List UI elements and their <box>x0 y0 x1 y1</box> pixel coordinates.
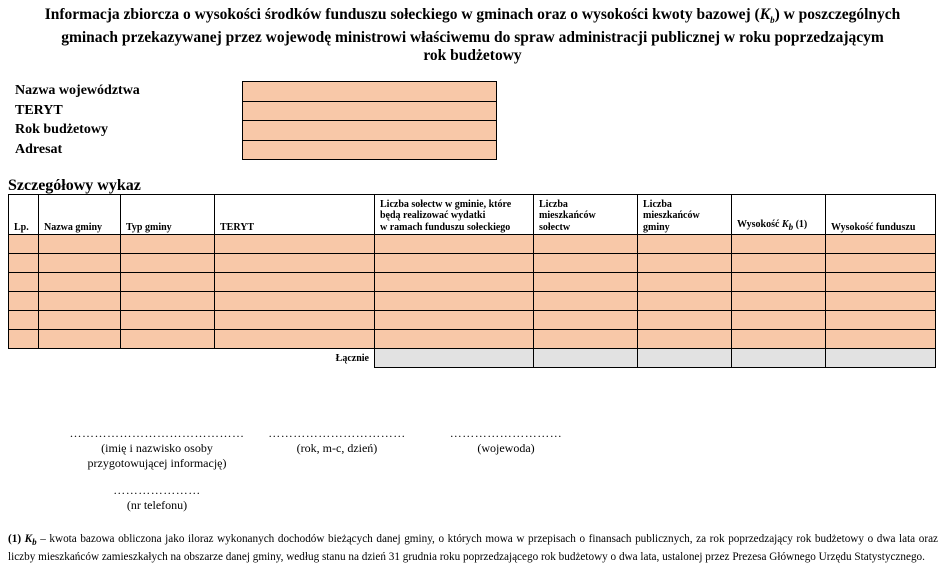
col-header-mieszkancow-gminy-line-3: gminy <box>643 221 670 233</box>
date-label: (rok, m-c, dzień) <box>296 441 378 455</box>
table-cell[interactable] <box>826 273 936 292</box>
table-cell[interactable] <box>375 273 534 292</box>
col-header-wysokosc-kb-suffix: (1) <box>793 218 808 230</box>
table-cell[interactable] <box>534 254 638 273</box>
details-table <box>8 194 936 368</box>
table-row <box>9 254 936 273</box>
table-row <box>9 330 936 349</box>
total-cell <box>826 349 936 368</box>
table-header-row <box>9 195 936 235</box>
table-cell[interactable] <box>534 273 638 292</box>
signature-date <box>263 426 411 456</box>
title-kb-sub: b <box>770 15 775 26</box>
table-cell[interactable] <box>826 235 936 254</box>
col-header-nazwa-gminy: Nazwa gminy <box>39 195 121 235</box>
field-nazwa-wojewodztwa[interactable] <box>243 82 496 102</box>
table-cell[interactable] <box>826 311 936 330</box>
total-label: Łącznie <box>335 352 369 364</box>
footnote-kb-main: K <box>24 533 33 545</box>
table-cell[interactable] <box>39 330 121 349</box>
table-cell[interactable] <box>375 292 534 311</box>
table-cell[interactable] <box>121 273 215 292</box>
col-header-wysokosc-funduszu: Wysokość funduszu <box>826 195 936 235</box>
table-cell[interactable] <box>638 254 732 273</box>
date-dots: …………………………… <box>268 426 406 440</box>
col-header-liczba-solectw-line-2: będą realizować wydatki <box>380 210 486 221</box>
section-heading: Szczegółowy wykaz <box>8 177 141 194</box>
table-cell[interactable] <box>732 254 826 273</box>
total-row <box>9 349 936 368</box>
table-cell[interactable] <box>121 292 215 311</box>
table-cell[interactable] <box>534 235 638 254</box>
table-cell[interactable] <box>39 254 121 273</box>
table-cell[interactable] <box>39 311 121 330</box>
title-line-1 <box>0 6 945 29</box>
table-cell[interactable] <box>534 292 638 311</box>
document-title <box>0 6 945 65</box>
identification-labels <box>15 81 140 159</box>
signature-preparer <box>62 426 252 471</box>
signature-voivode <box>440 426 572 456</box>
col-header-mieszkancow-solectw-line-3: sołectw <box>539 221 571 233</box>
label-nazwa-wojewodztwa: Nazwa województwa <box>15 83 140 98</box>
total-cell <box>534 349 638 368</box>
title-line-1-end: ) w poszczególnych <box>774 6 901 23</box>
table-cell[interactable] <box>638 292 732 311</box>
table-cell[interactable] <box>638 311 732 330</box>
table-cell[interactable] <box>215 330 375 349</box>
table-cell[interactable] <box>9 311 39 330</box>
field-teryt[interactable] <box>243 102 496 122</box>
col-header-lp: Lp. <box>9 195 39 235</box>
footnote-kb-sub: b <box>32 537 37 548</box>
table-cell[interactable] <box>375 330 534 349</box>
preparer-label-line-2: przygotowującej informację) <box>87 456 227 470</box>
voivode-dots: ……………………… <box>449 426 563 440</box>
total-cell <box>375 349 534 368</box>
table-cell[interactable] <box>826 330 936 349</box>
table-row <box>9 273 936 292</box>
label-rok-budzetowy: Rok budżetowy <box>15 122 108 137</box>
total-cell <box>732 349 826 368</box>
col-header-wysokosc-kb <box>732 195 826 235</box>
col-header-kb-symbol <box>782 219 793 230</box>
table-cell[interactable] <box>9 330 39 349</box>
col-header-kb-main: K <box>781 218 789 230</box>
table-cell[interactable] <box>826 292 936 311</box>
table-cell[interactable] <box>39 273 121 292</box>
col-header-typ-gminy: Typ gminy <box>121 195 215 235</box>
col-header-wysokosc-kb-prefix: Wysokość <box>737 218 780 230</box>
table-body <box>9 235 936 368</box>
table-cell[interactable] <box>375 254 534 273</box>
col-header-teryt: TERYT <box>215 195 375 235</box>
footnote <box>8 532 938 564</box>
phone-dots: ………………… <box>113 483 201 497</box>
title-line-1-text: Informacja zbiorcza o wysokości środków funduszu sołeckiego w gminach oraz o wysokości kwoty bazowej ( <box>44 6 760 23</box>
table-cell[interactable] <box>215 235 375 254</box>
table-cell[interactable] <box>732 311 826 330</box>
table-cell[interactable] <box>638 235 732 254</box>
identification-fields <box>242 81 497 160</box>
footnote-kb-symbol <box>24 533 37 548</box>
field-rok-budzetowy[interactable] <box>243 121 496 141</box>
col-header-mieszkancow-gminy-line-1: Liczba <box>643 198 672 210</box>
table-cell[interactable] <box>121 311 215 330</box>
title-line-2: gminach przekazywanej przez wojewodę ministrowi właściwemu do spraw administracji publicznej w roku poprzedzającym <box>61 29 884 47</box>
col-header-mieszkancow-gminy <box>638 195 732 235</box>
table-cell[interactable] <box>121 330 215 349</box>
col-header-liczba-solectw-line-1: Liczba sołectw w gminie, które <box>380 198 512 210</box>
table-cell[interactable] <box>732 330 826 349</box>
col-header-mieszkancow-solectw <box>534 195 638 235</box>
table-cell[interactable] <box>9 235 39 254</box>
col-header-mieszkancow-gminy-line-2: mieszkańców <box>643 210 700 221</box>
table-cell[interactable] <box>215 292 375 311</box>
table-cell[interactable] <box>732 292 826 311</box>
col-header-liczba-solectw-line-3: w ramach funduszu sołeckiego <box>380 221 511 233</box>
label-teryt: TERYT <box>15 102 63 118</box>
table-cell[interactable] <box>9 273 39 292</box>
table-row <box>9 235 936 254</box>
footnote-text: – kwota bazowa obliczona jako iloraz wykonanych dochodów bieżących danej gminy, o których mowa w przepisach o finansach publicznych, za rok poprzedzający rok budżetowy o dwa lata oraz liczby mieszkańców zamieszkałych na obszarze danej gminy, według stanu na dzień 31 grudnia roku poprzedzającego rok budżetowy o dwa lata, ustalonej przez Prezesa Głównego Urzędu Statystycznego. <box>8 533 938 563</box>
label-adresat: Adresat <box>15 141 63 157</box>
table-cell[interactable] <box>826 254 936 273</box>
table-cell[interactable] <box>534 330 638 349</box>
total-row-spacer <box>9 349 215 368</box>
signature-phone <box>103 483 211 513</box>
preparer-label-line-1: (imię i nazwisko osoby <box>101 441 213 455</box>
col-header-liczba-solectw <box>375 195 534 235</box>
table-cell[interactable] <box>215 254 375 273</box>
table-cell[interactable] <box>215 311 375 330</box>
voivode-label: (wojewoda) <box>477 441 535 455</box>
table-cell[interactable] <box>215 273 375 292</box>
title-kb-main: K <box>759 6 771 23</box>
table-row <box>9 311 936 330</box>
col-header-mieszkancow-solectw-line-1: Liczba <box>539 198 568 210</box>
col-header-mieszkancow-solectw-line-2: mieszkańców <box>539 210 596 221</box>
phone-label: (nr telefonu) <box>126 498 188 512</box>
table-cell[interactable] <box>39 235 121 254</box>
table-cell[interactable] <box>638 273 732 292</box>
table-cell[interactable] <box>121 235 215 254</box>
table-cell[interactable] <box>732 235 826 254</box>
table-cell[interactable] <box>534 311 638 330</box>
col-header-kb-sub: b <box>788 221 794 232</box>
preparer-dots: …………………………………… <box>69 426 245 440</box>
total-cell <box>638 349 732 368</box>
field-adresat[interactable] <box>243 141 496 161</box>
table-cell[interactable] <box>121 254 215 273</box>
table-cell[interactable] <box>375 235 534 254</box>
table-cell[interactable] <box>39 292 121 311</box>
table-cell[interactable] <box>732 273 826 292</box>
table-cell[interactable] <box>638 330 732 349</box>
title-kb-symbol <box>759 6 775 26</box>
table-cell[interactable] <box>375 311 534 330</box>
table-cell[interactable] <box>9 292 39 311</box>
title-line-3: rok budżetowy <box>423 47 522 65</box>
footnote-marker: (1) <box>8 533 25 545</box>
table-row <box>9 292 936 311</box>
table-cell[interactable] <box>9 254 39 273</box>
